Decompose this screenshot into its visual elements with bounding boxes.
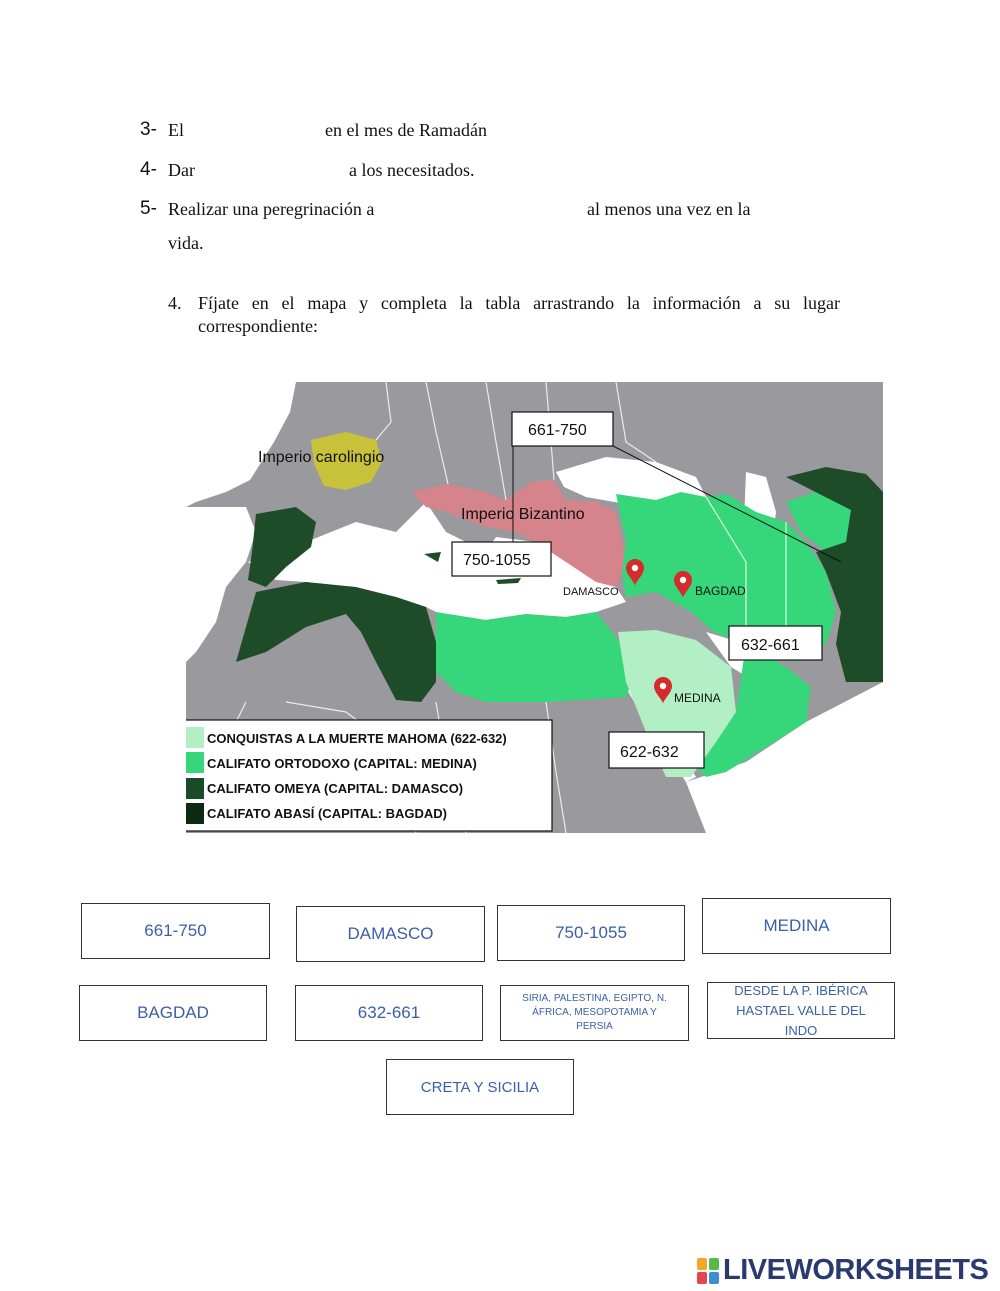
instruction-line-2: correspondiente: (198, 316, 318, 336)
instruction-line-1: Fíjate en el mapa y completa la tabla arrastrando la información a su lugar (198, 293, 840, 313)
date-box-text: 622-632 (620, 744, 679, 761)
label-damasco: DAMASCO (563, 586, 619, 598)
question-text-end: a los necesitados. (349, 160, 475, 180)
drag-card-damasco[interactable]: DAMASCO (296, 906, 485, 962)
drag-card-medina[interactable]: MEDINA (702, 898, 891, 954)
legend-label-ortodoxo: CALIFATO ORTODOXO (CAPITAL: MEDINA) (207, 756, 477, 771)
question-text-start: Dar (168, 160, 195, 180)
question-number: 4- (140, 159, 157, 180)
legend-label-conquistas: CONQUISTAS A LA MUERTE MAHOMA (622-632) (207, 731, 507, 746)
drag-card-iberica-indo[interactable]: DESDE LA P. IBÉRICA HASTAEL VALLE DEL INDO (707, 982, 895, 1039)
liveworksheets-brand (697, 1254, 988, 1287)
question-number: 3- (140, 119, 157, 140)
date-box-661-750 (512, 412, 613, 446)
legend-label-omeya: CALIFATO OMEYA (CAPITAL: DAMASCO) (207, 781, 464, 796)
legend-swatch-omeya (186, 778, 204, 799)
legend-swatch-conquistas (186, 727, 204, 748)
date-box-632-661 (729, 626, 822, 660)
question-text-end: en el mes de Ramadán (325, 120, 487, 140)
exercise-4-instruction (168, 292, 840, 338)
liveworksheets-logo-icon (697, 1258, 719, 1284)
drag-card-661-750[interactable]: 661-750 (81, 903, 270, 959)
legend-label-abasi: CALIFATO ABASÍ (CAPITAL: BAGDAD) (207, 806, 447, 821)
date-box-text: 661-750 (528, 422, 587, 439)
brand-name: LIVEWORKSHEETS (723, 1254, 989, 1286)
drag-card-siria-palestina[interactable]: SIRIA, PALESTINA, EGIPTO, N. ÁFRICA, MESOPOTAMIA Y PERSIA (500, 985, 689, 1041)
legend-swatch-abasi (186, 803, 204, 824)
date-box-text: 750-1055 (463, 552, 531, 569)
question-4 (140, 159, 840, 183)
question-5 (140, 198, 840, 258)
question-text-start: El (168, 120, 184, 140)
date-box-750-1055 (452, 542, 551, 576)
drag-card-632-661[interactable]: 632-661 (295, 985, 483, 1041)
caliphates-map (186, 382, 883, 833)
drag-card-bagdad[interactable]: BAGDAD (79, 985, 267, 1041)
date-box-622-632 (609, 732, 704, 768)
date-box-text: 632-661 (741, 637, 800, 654)
label-carolingio: Imperio carolingio (258, 449, 385, 466)
question-3 (140, 119, 840, 143)
label-bagdad: BAGDAD (695, 584, 746, 598)
label-bizantino: Imperio Bizantino (461, 506, 585, 523)
drag-card-750-1055[interactable]: 750-1055 (497, 905, 685, 961)
label-medina: MEDINA (674, 691, 721, 705)
question-number: 5- (140, 198, 157, 219)
question-text-end: al menos una vez en la (587, 199, 751, 219)
legend-swatch-ortodoxo (186, 752, 204, 773)
question-text-cont: vida. (168, 233, 204, 253)
question-text-start: Realizar una peregrinación a (168, 199, 375, 219)
exercise-number: 4. (168, 293, 182, 313)
map-legend (186, 720, 552, 831)
drag-card-creta-sicilia[interactable]: CRETA Y SICILIA (386, 1059, 574, 1115)
